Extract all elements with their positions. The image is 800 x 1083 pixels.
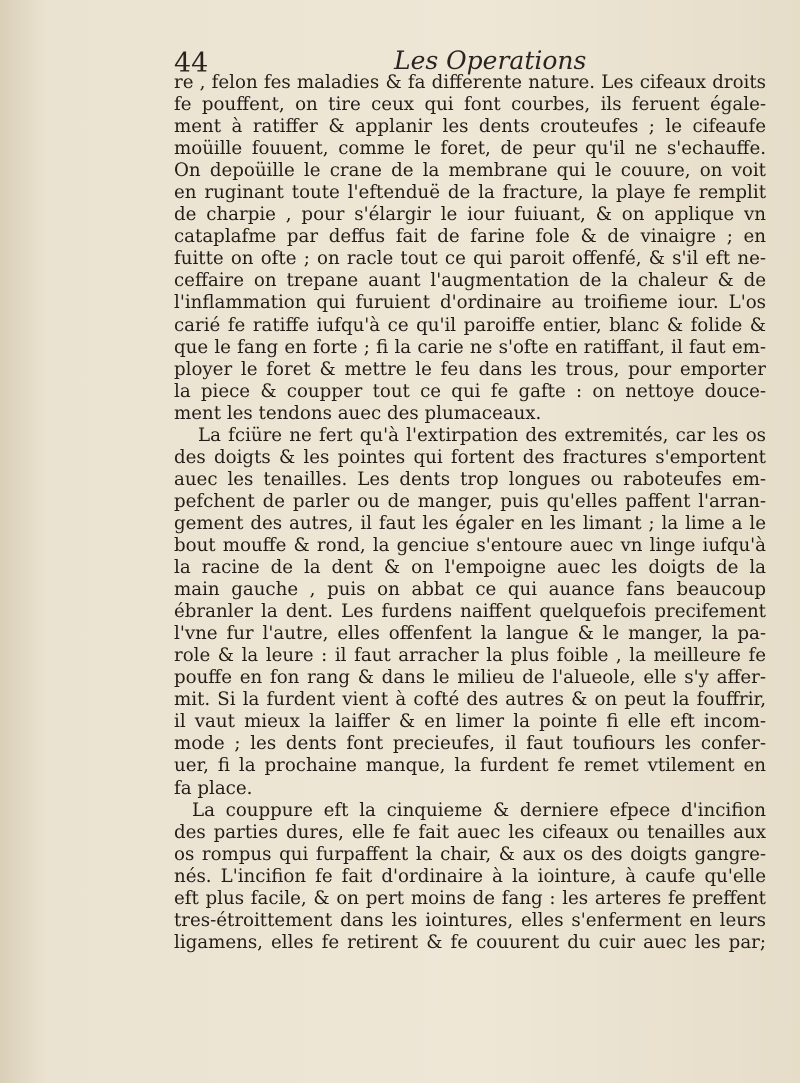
text-line: os rompus qui furpaffent la chair, & aux os des doigts gangre- xyxy=(174,843,766,865)
text-line: pefchent de parler ou de manger, puis qu'elles paffent l'arran- xyxy=(174,490,766,512)
text-line: fe pouffent, on tire ceux qui font courbes, ils feruent égale- xyxy=(174,94,766,116)
text-line: uer, fi la prochaine manque, la furdent fe remet vtilement en xyxy=(174,755,766,777)
text-line: la piece & coupper tout ce qui fe gafte : on nettoye douce- xyxy=(174,380,766,402)
text-line: de charpie , pour s'élargir le iour fuiuant, & on applique vn xyxy=(174,204,766,226)
text-line: auec les tenailles. Les dents trop longues ou raboteufes em- xyxy=(174,468,766,490)
text-line: On depoüille le crane de la membrane qui le couure, on voit xyxy=(174,160,766,182)
text-line: ment les tendons auec des plumaceaux. xyxy=(174,402,542,424)
text-line: fa place. xyxy=(174,777,253,799)
text-line: La fciüre ne fert qu'à l'extirpation des extremités, car les os xyxy=(198,424,766,446)
text-line: pouffe en fon rang & dans le milieu de l'alueole, elle s'y affer- xyxy=(174,667,766,689)
page-number: 44 xyxy=(174,48,209,79)
text-line: des parties dures, elle fe fait auec les cifeaux ou tenailles aux xyxy=(174,821,766,843)
text-line: eft plus facile, & on pert moins de fang : les arteres fe preffent xyxy=(174,887,766,909)
text-line: ment à ratiffer & applanir les dents crouteufes ; le cifeaufe xyxy=(174,116,766,138)
text-line: tres-étroittement dans les iointures, elles s'enferment en leurs xyxy=(174,909,766,931)
text-line: ceffaire on trepane auant l'augmentation de la chaleur & de xyxy=(174,270,766,292)
text-line: moüille fouuent, comme le foret, de peur qu'il ne s'echauffe. xyxy=(174,138,766,160)
text-line: gement des autres, il faut les égaler en les limant ; la lime a le xyxy=(174,512,766,534)
text-line: en ruginant toute l'eftenduë de la fracture, la playe fe remplit xyxy=(174,182,766,204)
text-line: mit. Si la furdent vient à cofté des autres & on peut la fouffrir, xyxy=(174,689,766,711)
running-title: Les Operations xyxy=(394,46,587,75)
text-line: l'inflammation qui furuient d'ordinaire au troifieme iour. L'os xyxy=(174,292,766,314)
body-text xyxy=(174,72,766,954)
text-line: que le fang en forte ; fi la carie ne s'ofte en ratiffant, il faut em- xyxy=(174,336,766,358)
paragraph xyxy=(174,800,766,954)
text-line: bout mouffe & rond, la genciue s'entoure auec vn linge iufqu'à xyxy=(174,534,766,556)
paragraph xyxy=(174,425,766,800)
text-line: carié fe ratiffe iufqu'à ce qu'il paroiffe entier, blanc & folide & xyxy=(174,314,766,336)
text-line: nés. L'incifion fe fait d'ordinaire à la iointure, à caufe qu'elle xyxy=(174,865,766,887)
text-line: role & la leure : il faut arracher la plus foible , la meilleure fe xyxy=(174,645,766,667)
text-line: re , felon fes maladies & fa differente nature. Les cifeaux droits xyxy=(174,72,766,93)
text-line: ébranler la dent. Les furdens naiffent quelquefois precifement xyxy=(174,601,766,623)
paragraph xyxy=(174,72,766,425)
text-line: cataplafme par deffus fait de farine fole & de vinaigre ; en xyxy=(174,226,766,248)
text-line: la racine de la dent & on l'empoigne auec les doigts de la xyxy=(174,557,766,579)
text-line: ligamens, elles fe retirent & fe couurent du cuir auec les par; xyxy=(174,931,766,953)
text-line: ployer le foret & mettre le feu dans les trous, pour emporter xyxy=(174,358,766,380)
text-line: La couppure eft la cinquieme & derniere efpece d'incifion xyxy=(192,799,766,821)
text-line: des doigts & les pointes qui fortent des fractures s'emportent xyxy=(174,446,766,468)
text-line: l'vne fur l'autre, elles offenfent la langue & le manger, la pa- xyxy=(174,623,766,645)
text-line: fuitte on ofte ; on racle tout ce qui paroit offenfé, & s'il eft ne- xyxy=(174,248,766,270)
text-line: il vaut mieux la laiffer & en limer la pointe fi elle eft incom- xyxy=(174,711,766,733)
text-line: main gauche , puis on abbat ce qui auance fans beaucoup xyxy=(174,579,766,601)
text-line: mode ; les dents font precieufes, il faut toufiours les confer- xyxy=(174,733,766,755)
